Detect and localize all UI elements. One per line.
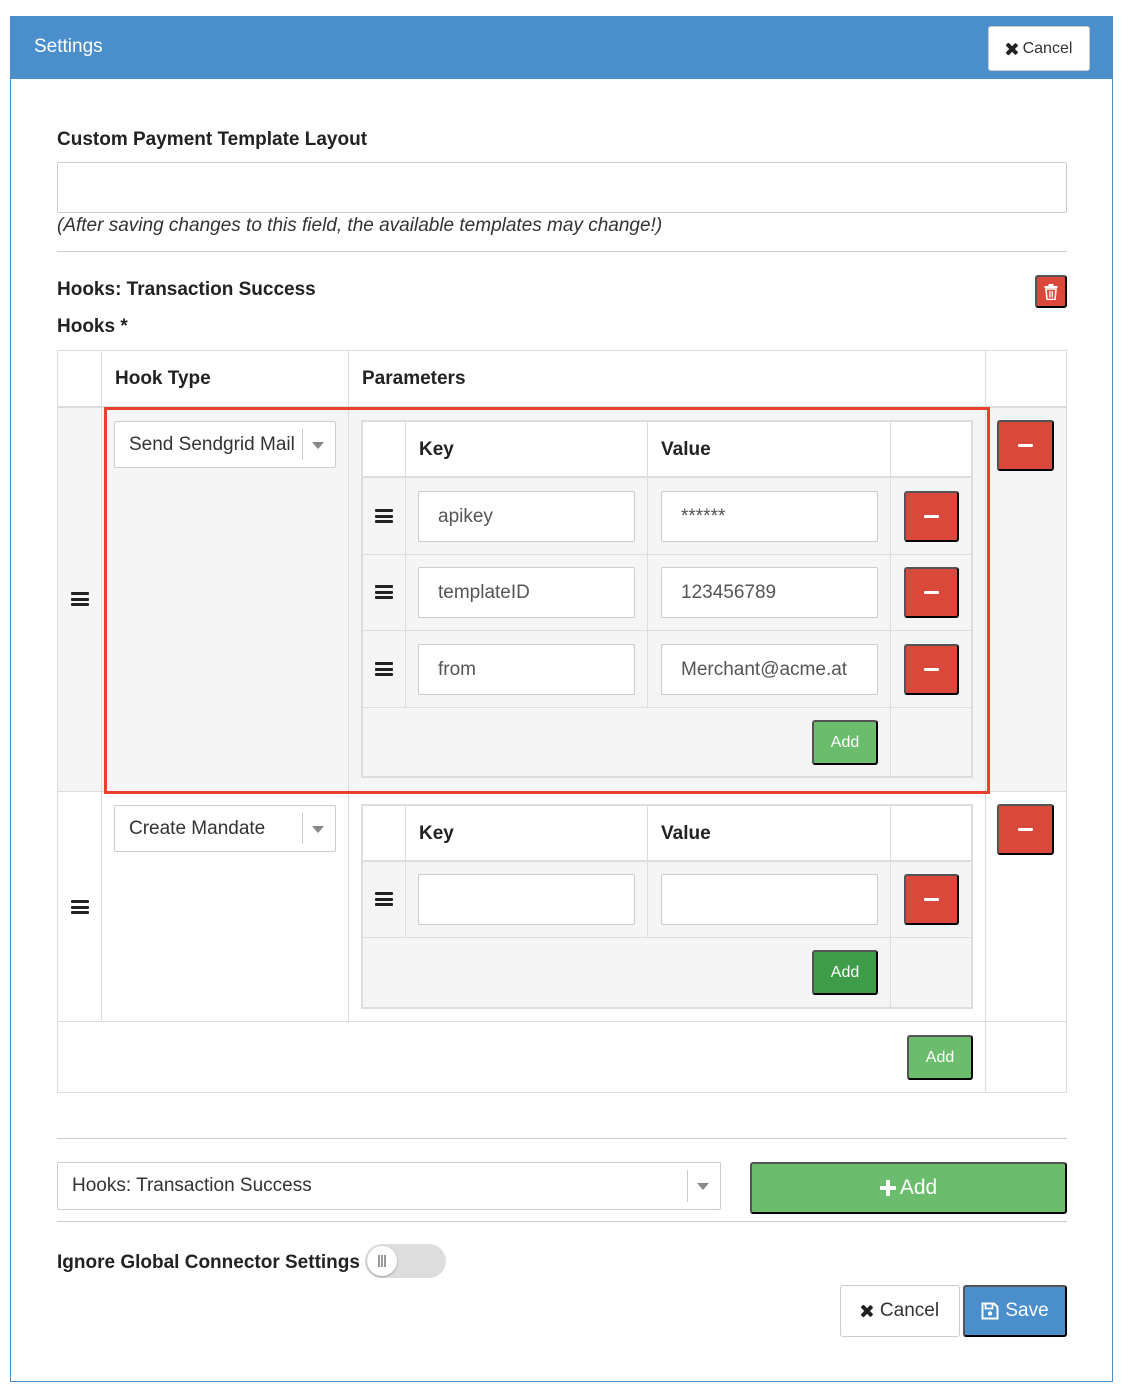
cancel-button[interactable] [840, 1285, 960, 1337]
minus-icon [1018, 444, 1033, 447]
param-value-input[interactable] [661, 874, 878, 925]
drag-handle-icon[interactable] [375, 509, 393, 523]
custom-template-label: Custom Payment Template Layout [57, 129, 368, 150]
add-hook-button[interactable]: Add [907, 1035, 973, 1080]
add-param-button[interactable]: Add [812, 950, 878, 995]
minus-icon [924, 515, 939, 518]
header-cancel-label: Cancel [1022, 39, 1073, 57]
plus-icon [880, 1180, 896, 1196]
toggle-knob [367, 1246, 397, 1276]
save-icon [981, 1302, 999, 1320]
col-parameters: Parameters [362, 368, 466, 389]
hooks-table [57, 350, 1067, 1093]
col-hook-type: Hook Type [115, 368, 211, 389]
param-value-input[interactable]: ****** [661, 491, 878, 542]
cancel-label: Cancel [879, 1300, 940, 1321]
remove-hook-button[interactable] [997, 804, 1054, 855]
trash-icon [1044, 284, 1058, 300]
param-col-key: Key [419, 823, 454, 844]
save-button[interactable] [963, 1285, 1067, 1337]
param-col-value: Value [661, 439, 711, 460]
drag-handle-icon[interactable] [71, 592, 89, 606]
param-col-value: Value [661, 823, 711, 844]
hook-section-select[interactable] [57, 1162, 721, 1210]
close-icon [1006, 43, 1018, 55]
hook-type-value: Create Mandate [129, 817, 266, 839]
modal-header [11, 17, 1112, 79]
divider [57, 1138, 1067, 1139]
header-cancel-button[interactable] [988, 26, 1090, 71]
custom-template-help: (After saving changes to this field, the available templates may change!) [57, 215, 663, 236]
remove-param-button[interactable] [904, 644, 959, 695]
modal-title: Settings [34, 36, 103, 57]
minus-icon [924, 898, 939, 901]
param-value-input[interactable]: Merchant@acme.at [661, 644, 878, 695]
params-table [361, 804, 973, 1009]
remove-hook-button[interactable] [997, 420, 1054, 471]
settings-modal [10, 16, 1113, 1382]
custom-template-input[interactable] [57, 162, 1067, 213]
param-key-input[interactable]: apikey [418, 491, 635, 542]
add-param-button[interactable]: Add [812, 720, 878, 765]
minus-icon [1018, 828, 1033, 831]
hook-type-select[interactable] [114, 421, 336, 468]
chevron-down-icon [312, 442, 324, 449]
chevron-down-icon [697, 1183, 709, 1190]
drag-handle-icon[interactable] [375, 892, 393, 906]
ignore-global-label: Ignore Global Connector Settings [57, 1252, 360, 1273]
add-section-button[interactable] [750, 1162, 1067, 1214]
delete-section-button[interactable] [1035, 275, 1067, 308]
hook-type-select[interactable] [114, 805, 336, 852]
param-value-input[interactable]: 123456789 [661, 567, 878, 618]
minus-icon [924, 591, 939, 594]
ignore-global-toggle[interactable] [365, 1244, 446, 1278]
divider [57, 251, 1067, 252]
drag-handle-icon[interactable] [375, 662, 393, 676]
hook-section-select-value: Hooks: Transaction Success [72, 1175, 312, 1196]
drag-handle-icon[interactable] [375, 585, 393, 599]
divider [57, 1221, 1067, 1222]
param-key-input[interactable] [418, 874, 635, 925]
params-table [361, 420, 973, 778]
close-icon [861, 1305, 873, 1317]
hooks-label: Hooks * [57, 316, 128, 337]
drag-handle-icon[interactable] [71, 900, 89, 914]
param-col-key: Key [419, 439, 454, 460]
save-label: Save [1005, 1300, 1049, 1321]
hooks-section-title: Hooks: Transaction Success [57, 279, 316, 300]
param-key-input[interactable]: templateID [418, 567, 635, 618]
remove-param-button[interactable] [904, 567, 959, 618]
minus-icon [924, 668, 939, 671]
add-section-label: Add [899, 1176, 938, 1199]
remove-param-button[interactable] [904, 874, 959, 925]
chevron-down-icon [312, 826, 324, 833]
hook-type-value: Send Sendgrid Mail [129, 433, 295, 455]
param-key-input[interactable]: from [418, 644, 635, 695]
remove-param-button[interactable] [904, 491, 959, 542]
